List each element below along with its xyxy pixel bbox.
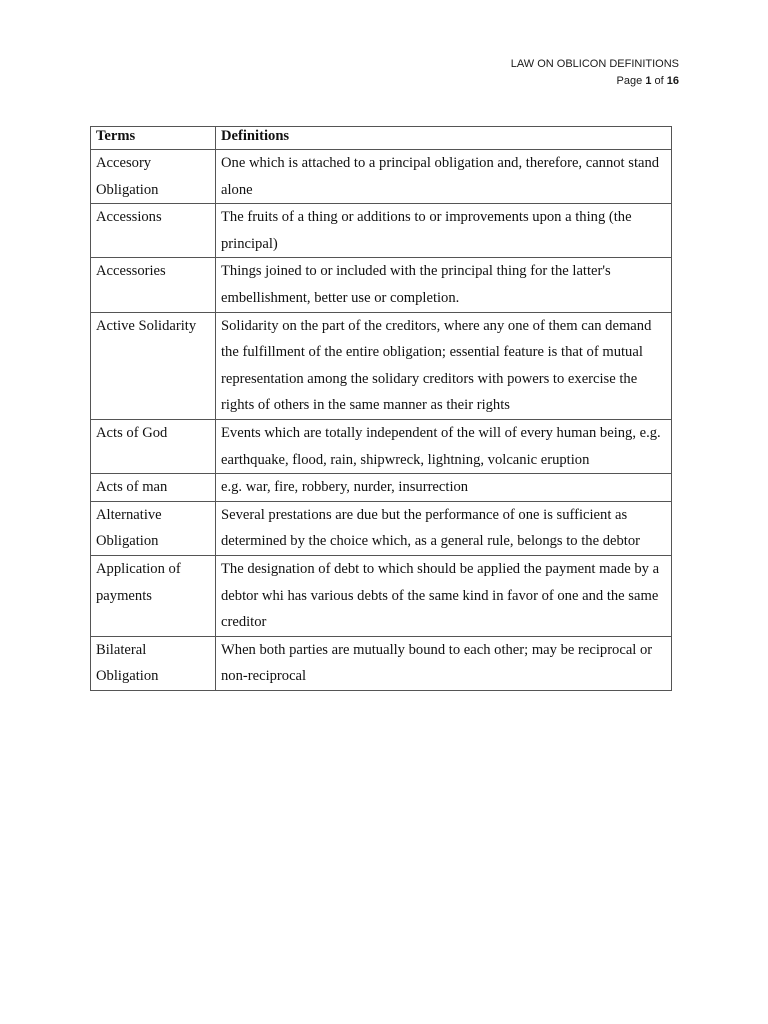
definition-cell: Solidarity on the part of the creditors, where any one of them can demand the fulfillment of the entire obligation; essential feature is that of mutual representation among the solidary creditors with powers to exercise the rights of others in the same manner as their rights <box>216 312 672 419</box>
term-cell: Accessories <box>91 258 216 312</box>
definition-cell: When both parties are mutually bound to each other; may be reciprocal or non-reciprocal <box>216 636 672 690</box>
term-cell: Accesory Obligation <box>91 150 216 204</box>
term-cell: Acts of man <box>91 474 216 502</box>
table-row <box>91 258 672 312</box>
page-header <box>511 56 679 90</box>
definition-cell: One which is attached to a principal obligation and, therefore, cannot stand alone <box>216 150 672 204</box>
table-row <box>91 474 672 502</box>
table-row <box>91 204 672 258</box>
definition-cell: Several prestations are due but the performance of one is sufficient as determined by the choice which, as a general rule, belongs to the debtor <box>216 501 672 555</box>
term-cell: Accessions <box>91 204 216 258</box>
definition-cell: e.g. war, fire, robbery, nurder, insurrection <box>216 474 672 502</box>
column-header-definitions: Definitions <box>216 127 672 150</box>
table-row <box>91 636 672 690</box>
page-word: Page <box>616 75 643 87</box>
definition-cell: The fruits of a thing or additions to or improvements upon a thing (the principal) <box>216 204 672 258</box>
table-row <box>91 150 672 204</box>
table-row <box>91 555 672 636</box>
definition-cell: Things joined to or included with the principal thing for the latter's embellishment, better use or completion. <box>216 258 672 312</box>
term-cell: Acts of God <box>91 419 216 473</box>
definition-cell: The designation of debt to which should be applied the payment made by a debtor whi has various debts of the same kind in favor of one and the same creditor <box>216 555 672 636</box>
page-of: of <box>654 75 664 87</box>
column-header-terms: Terms <box>91 127 216 150</box>
table-row <box>91 501 672 555</box>
document-title: LAW ON OBLICON DEFINITIONS <box>510 58 679 70</box>
term-cell: Alternative Obligation <box>91 501 216 555</box>
page-indicator <box>511 73 679 90</box>
page-total: 16 <box>666 75 679 87</box>
definition-cell: Events which are totally independent of the will of every human being, e.g. earthquake, flood, rain, shipwreck, lightning, volcanic eruption <box>216 419 672 473</box>
term-cell: Active Solidarity <box>91 312 216 419</box>
term-cell: Application of payments <box>91 555 216 636</box>
term-cell: Bilateral Obligation <box>91 636 216 690</box>
definitions-table <box>90 126 672 691</box>
table-header-row <box>91 127 672 150</box>
page-current: 1 <box>645 75 652 87</box>
table-row <box>91 419 672 473</box>
table-row <box>91 312 672 419</box>
